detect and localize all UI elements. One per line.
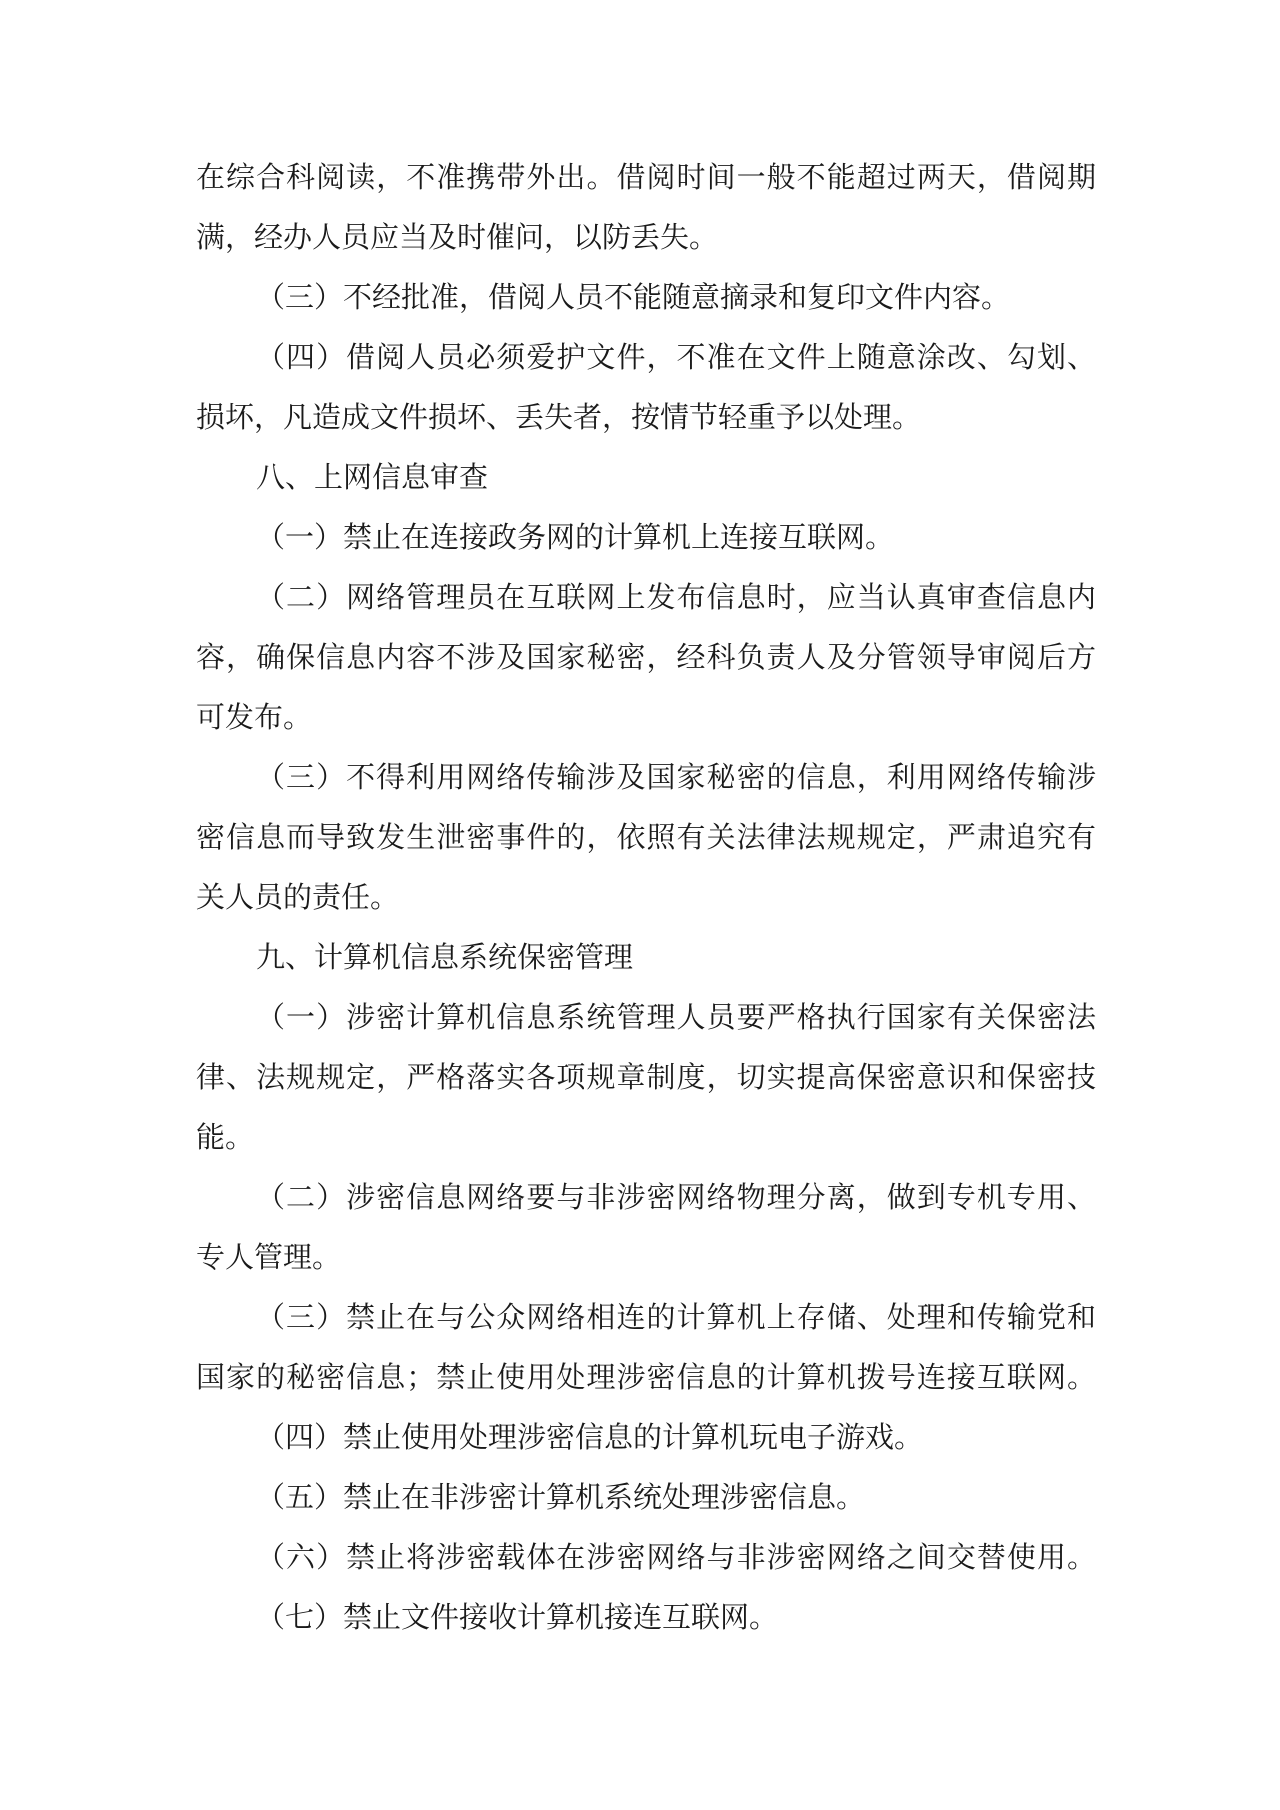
text-line: （二）网络管理员在互联网上发布信息时，应当认真审查信息内	[256, 580, 1096, 614]
text-line: 关人员的责任。	[196, 880, 400, 914]
text-line: 损坏，凡造成文件损坏、丢失者，按情节轻重予以处理。	[196, 400, 922, 434]
text-line: 能。	[196, 1120, 255, 1154]
text-line: （三）禁止在与公众网络相连的计算机上存储、处理和传输党和	[256, 1300, 1096, 1334]
text-line: （三）不得利用网络传输涉及国家秘密的信息，利用网络传输涉	[256, 760, 1096, 794]
text-line: 国家的秘密信息；禁止使用处理涉密信息的计算机拨号连接互联网。	[196, 1360, 1096, 1394]
text-line: （四）借阅人员必须爱护文件，不准在文件上随意涂改、勾划、	[256, 340, 1096, 374]
text-line: 容，确保信息内容不涉及国家秘密，经科负责人及分管领导审阅后方	[196, 640, 1096, 674]
section-heading: 九、计算机信息系统保密管理	[256, 940, 634, 974]
text-line: 满，经办人员应当及时催问，以防丢失。	[196, 220, 719, 254]
text-line: 在综合科阅读，不准携带外出。借阅时间一般不能超过两天，借阅期	[196, 160, 1096, 194]
text-line: 专人管理。	[196, 1240, 342, 1274]
text-line: （三）不经批准，借阅人员不能随意摘录和复印文件内容。	[256, 280, 1011, 314]
text-line: 律、法规规定，严格落实各项规章制度，切实提高保密意识和保密技	[196, 1060, 1096, 1094]
text-line: 可发布。	[196, 700, 313, 734]
text-line: （一）涉密计算机信息系统管理人员要严格执行国家有关保密法	[256, 1000, 1096, 1034]
text-line: （七）禁止文件接收计算机接连互联网。	[256, 1600, 779, 1634]
text-line: （五）禁止在非涉密计算机系统处理涉密信息。	[256, 1480, 866, 1514]
text-line: 密信息而导致发生泄密事件的，依照有关法律法规规定，严肃追究有	[196, 820, 1096, 854]
text-line: （一）禁止在连接政务网的计算机上连接互联网。	[256, 520, 895, 554]
text-line: （二）涉密信息网络要与非涉密网络物理分离，做到专机专用、	[256, 1180, 1096, 1214]
text-line: （六）禁止将涉密载体在涉密网络与非涉密网络之间交替使用。	[256, 1540, 1096, 1574]
text-line: （四）禁止使用处理涉密信息的计算机玩电子游戏。	[256, 1420, 924, 1454]
section-heading: 八、上网信息审查	[256, 460, 489, 494]
